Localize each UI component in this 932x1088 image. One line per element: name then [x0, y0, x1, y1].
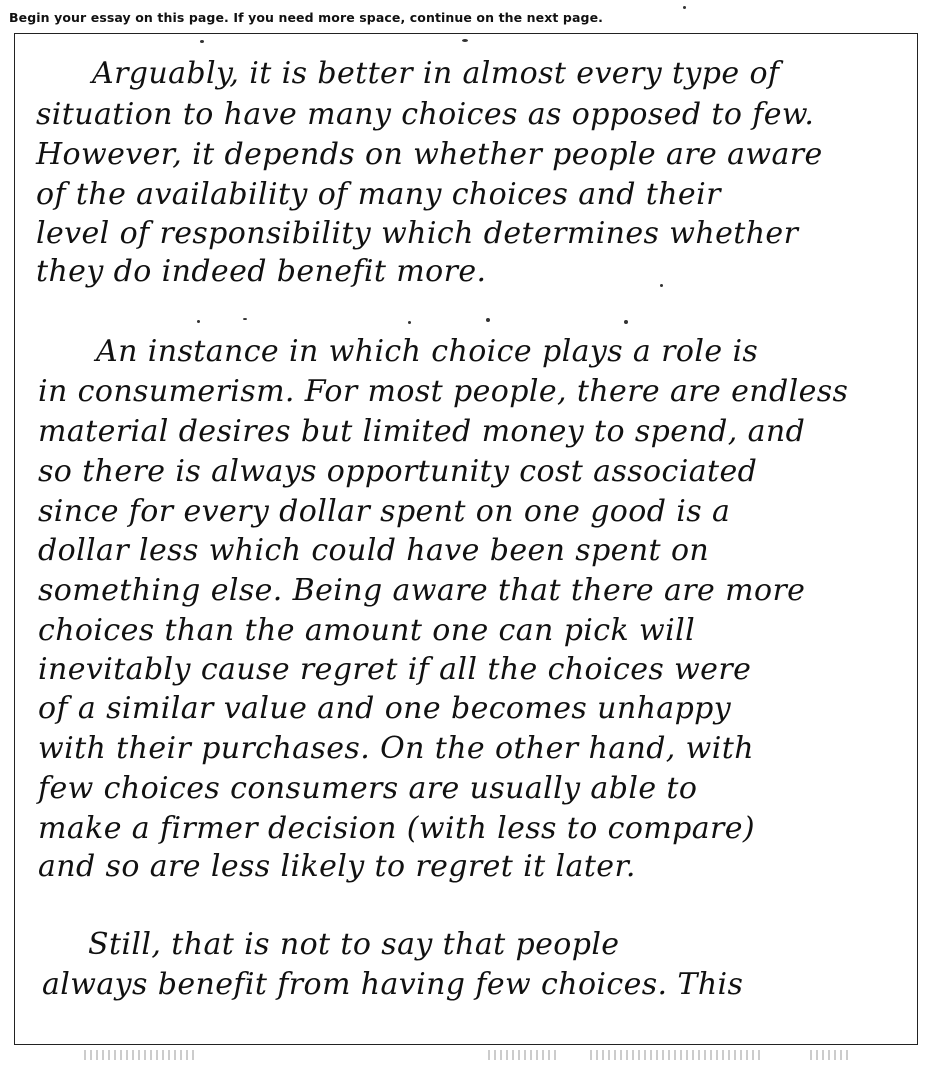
essay-line: choices than the amount one can pick will	[38, 613, 696, 648]
essay-line: make a firmer decision (with less to compare)	[38, 811, 756, 846]
scan-noise	[488, 1050, 558, 1060]
scan-speck	[486, 318, 490, 322]
scan-speck	[243, 318, 247, 320]
essay-line: so there is always opportunity cost associated	[38, 454, 758, 489]
essay-line: inevitably cause regret if all the choices were	[38, 652, 752, 687]
essay-line: they do indeed benefit more.	[36, 254, 487, 289]
scan-speck	[197, 320, 200, 323]
essay-line: Arguably, it is better in almost every type of	[92, 56, 780, 91]
essay-line: Still, that is not to say that people	[88, 927, 620, 962]
scan-noise	[590, 1050, 760, 1060]
page-instruction: Begin your essay on this page. If you need more space, continue on the next page.	[9, 10, 603, 25]
essay-line: of a similar value and one becomes unhappy	[38, 691, 732, 726]
essay-line: dollar less which could have been spent on	[38, 533, 710, 568]
scan-noise	[810, 1050, 850, 1060]
essay-line: in consumerism. For most people, there are endless	[38, 374, 849, 409]
scan-speck	[660, 284, 663, 287]
essay-line: since for every dollar spent on one good is a	[38, 494, 731, 529]
essay-line: always benefit from having few choices. This	[42, 967, 744, 1002]
essay-line: and so are less likely to regret it later.	[38, 849, 636, 884]
essay-line: situation to have many choices as opposed to few.	[36, 97, 815, 132]
scan-speck	[408, 321, 411, 324]
essay-line: level of responsibility which determines whether	[36, 216, 799, 251]
scan-speck	[624, 320, 628, 324]
scan-speck	[683, 6, 686, 9]
essay-line: However, it depends on whether people are aware	[36, 137, 823, 172]
essay-line: with their purchases. On the other hand, with	[38, 731, 754, 766]
essay-line: something else. Being aware that there are more	[38, 573, 806, 608]
scan-speck	[462, 39, 468, 42]
essay-line: material desires but limited money to spend, and	[38, 414, 806, 449]
scan-noise	[84, 1050, 194, 1060]
essay-line: few choices consumers are usually able to	[38, 771, 698, 806]
essay-line: of the availability of many choices and their	[36, 177, 721, 212]
essay-line: An instance in which choice plays a role is	[96, 334, 759, 369]
scan-speck	[200, 40, 204, 43]
